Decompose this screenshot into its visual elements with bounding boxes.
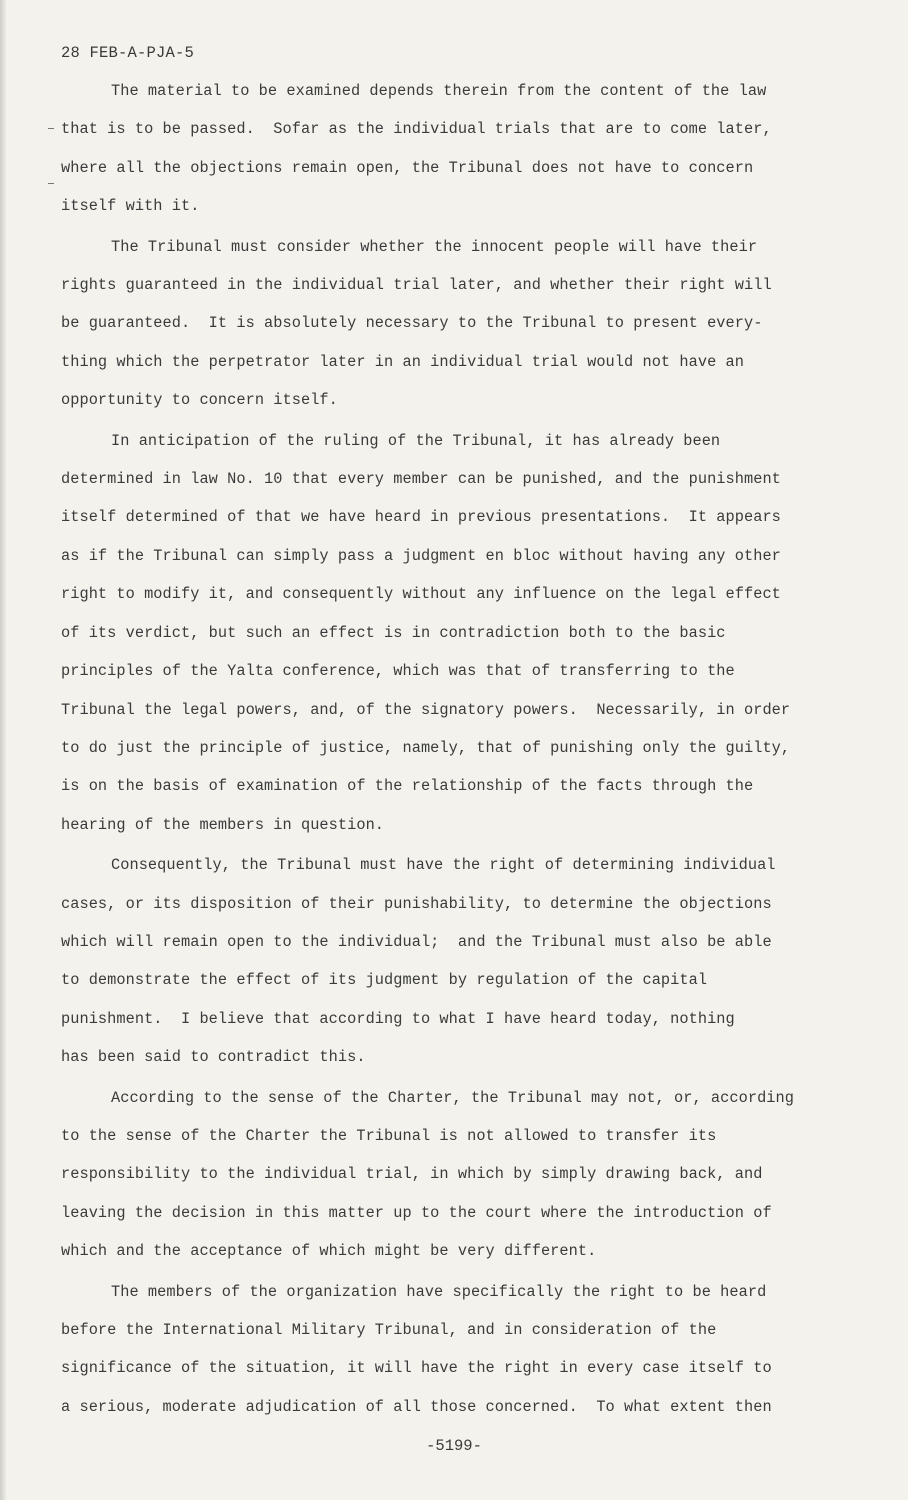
- text-line: principles of the Yalta conference, which was that of transferring to the: [61, 662, 735, 681]
- page-binding-edge: [0, 0, 6, 1500]
- text-line: itself with it.: [61, 197, 200, 216]
- text-line: The members of the organization have specifically the right to be heard: [111, 1282, 767, 1301]
- paragraph-5: [61, 1079, 821, 1271]
- text-line: a serious, moderate adjudication of all those concerned. To what extent then: [61, 1397, 772, 1416]
- text-line: rights guaranteed in the individual trial later, and whether their right will: [61, 276, 772, 295]
- text-line: hearing of the members in question.: [61, 815, 385, 834]
- text-line: leaving the decision in this matter up to the court where the introduction of: [61, 1203, 772, 1222]
- body-text: [61, 72, 821, 1428]
- text-line: right to modify it, and consequently without any influence on the legal effect: [61, 585, 781, 604]
- text-line: which will remain open to the individual; and the Tribunal must also be able: [61, 932, 772, 951]
- page-header: 28 FEB-A-PJA-5: [61, 44, 195, 62]
- text-line: In anticipation of the ruling of the Tribunal, it has already been: [111, 431, 721, 450]
- paragraph-3: [61, 422, 821, 844]
- text-line: responsibility to the individual trial, in which by simply drawing back, and: [61, 1165, 763, 1184]
- text-line: where all the objections remain open, the Tribunal does not have to concern: [61, 158, 754, 177]
- text-line: cases, or its disposition of their punishability, to determine the objections: [61, 894, 772, 913]
- paragraph-6: [61, 1273, 821, 1427]
- text-line: be guaranteed. It is absolutely necessary to the Tribunal to present every-: [61, 314, 763, 333]
- text-line: to the sense of the Charter the Tribunal is not allowed to transfer its: [61, 1126, 717, 1145]
- page-number: -5199-: [426, 1437, 482, 1455]
- text-line: The Tribunal must consider whether the innocent people will have their: [111, 237, 758, 256]
- paragraph-4: [61, 846, 821, 1076]
- margin-mark: [48, 183, 54, 184]
- text-line: The material to be examined depends therein from the content of the law: [111, 82, 767, 100]
- text-line: to do just the principle of justice, namely, that of punishing only the guilty,: [61, 738, 791, 757]
- text-line: which and the acceptance of which might be very different.: [61, 1242, 597, 1261]
- text-line: significance of the situation, it will have the right in every case itself to: [61, 1359, 772, 1378]
- text-line: Tribunal the legal powers, and, of the signatory powers. Necessarily, in order: [61, 700, 791, 719]
- text-line: thing which the perpetrator later in an individual trial would not have an: [61, 352, 744, 371]
- text-line: determined in law No. 10 that every member can be punished, and the punishment: [61, 470, 781, 489]
- text-line: punishment. I believe that according to what I have heard today, nothing: [61, 1009, 735, 1028]
- text-line: Consequently, the Tribunal must have the right of determining individual: [111, 856, 776, 875]
- text-line: itself determined of that we have heard in previous presentations. It appears: [61, 508, 781, 527]
- text-line: has been said to contradict this.: [61, 1048, 366, 1067]
- text-line: to demonstrate the effect of its judgment by regulation of the capital: [61, 971, 708, 990]
- text-line: before the International Military Tribunal, and in consideration of the: [61, 1321, 717, 1339]
- text-line: as if the Tribunal can simply pass a judgment en bloc without having any other: [61, 546, 781, 565]
- text-line: is on the basis of examination of the relationship of the facts through the: [61, 777, 754, 796]
- text-line: According to the sense of the Charter, the Tribunal may not, or, according: [111, 1088, 794, 1107]
- text-line: opportunity to concern itself.: [61, 391, 338, 410]
- paragraph-2: [61, 228, 821, 420]
- margin-mark: [48, 128, 54, 129]
- text-line: of its verdict, but such an effect is in contradiction both to the basic: [61, 623, 726, 642]
- text-line: that is to be passed. Sofar as the individual trials that are to come later,: [61, 120, 772, 139]
- paragraph-1: [61, 72, 821, 226]
